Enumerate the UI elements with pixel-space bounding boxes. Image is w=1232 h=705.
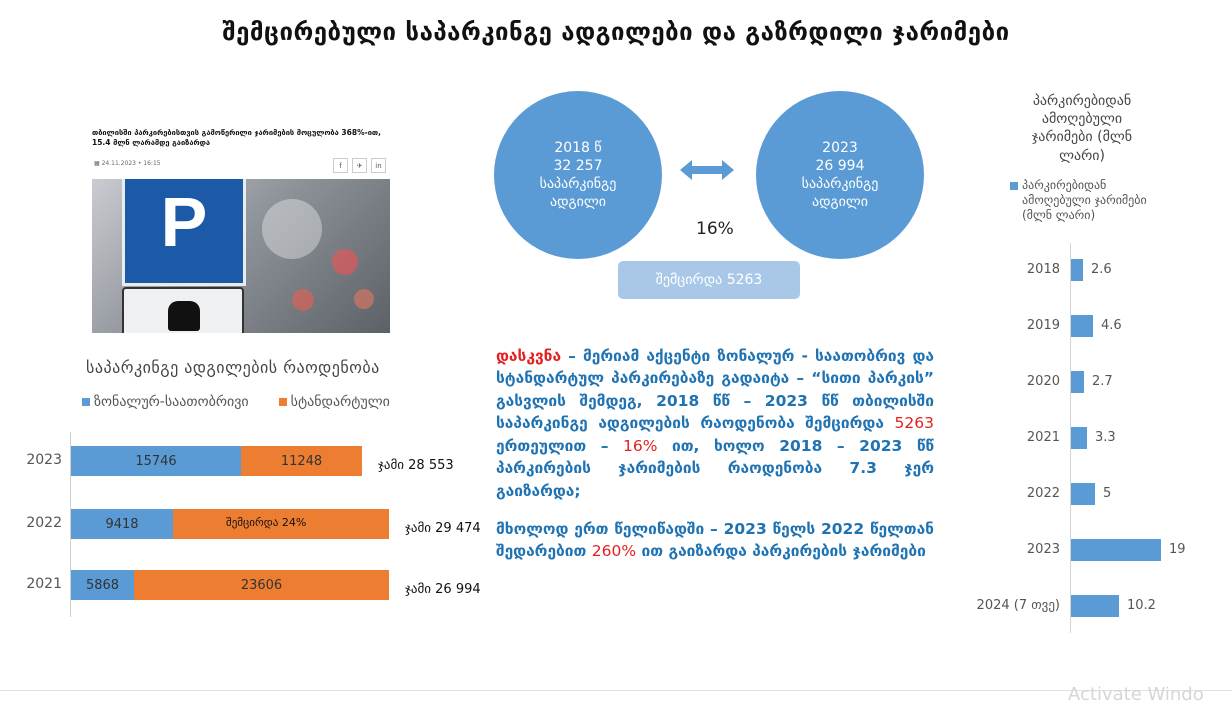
row-label-2021: 2021 <box>26 576 62 592</box>
bar-value-3: 3.3 <box>1095 430 1116 445</box>
bokeh-light <box>262 199 322 259</box>
windows-watermark: Activate Windo <box>1068 684 1204 705</box>
text-run: დასკვნა <box>496 347 562 365</box>
bar-3 <box>1071 427 1087 449</box>
row-label-2022: 2022 <box>26 515 62 531</box>
legend-label: სტანდარტული <box>290 394 390 410</box>
legend-swatch <box>279 398 287 406</box>
bar-segment-2022-zonal: 9418 <box>71 509 173 539</box>
percent-change: 16% <box>696 219 734 239</box>
circle-count: 26 994 <box>815 157 865 174</box>
bokeh-light <box>354 289 374 309</box>
circle-year: 2023 <box>822 139 858 156</box>
total-label-2021: ჯამი 26 994 <box>405 582 481 597</box>
bar-label-3: 2021 <box>1026 430 1060 445</box>
text-run: – მერიამ აქცენტი ზონალურ - საათობრივ და სტანდარტულ პარკირებაზე გადაიტა – “სითი პარკის” გასვლის შემდეგ, 2018 წწ – 2023 წწ თბილისში საპარკინგე ადგილების რაოდენობა შემცირდა <box>496 347 934 433</box>
text-run: ით გაიზარდა პარკირების ჯარიმები <box>636 542 926 561</box>
text-run: 16% <box>623 436 658 455</box>
circle-label: ადგილი <box>811 194 869 211</box>
fines-paragraph <box>496 518 934 563</box>
car-icon <box>168 301 200 331</box>
bar-value-1: 4.6 <box>1101 318 1122 333</box>
share-buttons <box>333 158 386 173</box>
legend-item-zonal <box>82 394 249 410</box>
text-run: 5263 <box>894 414 934 433</box>
calendar-icon: ▦ <box>94 160 100 167</box>
bar-4 <box>1071 483 1095 505</box>
circle-year: 2018 წ <box>554 139 602 156</box>
text-run: ერთეულით – <box>496 436 623 455</box>
facebook-icon[interactable]: f <box>333 158 348 173</box>
row-label-2023: 2023 <box>26 452 62 468</box>
conclusion-paragraph <box>496 345 934 502</box>
bar-segment-2021-zonal: 5868 <box>71 570 134 600</box>
text-run: მხოლოდ ერთ წელიწადში – 2023 წელს 2022 წელთან შედარებით <box>496 520 934 561</box>
text-run: 260% <box>591 542 637 561</box>
news-date <box>94 160 161 167</box>
legend-swatch <box>1010 182 1018 190</box>
bar-label-6: 2024 (7 თვე) <box>976 598 1060 613</box>
bar-6 <box>1071 595 1119 617</box>
bar-label-0: 2018 <box>1026 262 1060 277</box>
news-headline: თბილისში პარკირებისთვის გამოწერილი ჯარიმების მოცულობა 368%-ით, 15.4 მლნ ლარამდე გაიზარდა <box>92 128 381 148</box>
bar-value-6: 10.2 <box>1127 598 1156 613</box>
right-chart-legend <box>1010 178 1170 223</box>
circle-label: საპარკინგე <box>801 176 879 192</box>
left-chart-legend <box>82 394 390 410</box>
bokeh-light <box>292 289 314 311</box>
circle-2023 <box>756 91 924 259</box>
bar-label-4: 2022 <box>1026 486 1060 501</box>
reduced-percent-label: შემცირდა 24% <box>226 516 307 529</box>
legend-swatch <box>82 398 90 406</box>
right-chart-title: პარკირებიდან ამოღებული ჯარიმები (მლნ ლარი) <box>1031 93 1133 164</box>
legend-item-standard <box>279 394 390 410</box>
legend-label: ზონალურ-საათობრივი <box>94 394 249 410</box>
bar-value-2: 2.7 <box>1092 374 1113 389</box>
bar-value-5: 19 <box>1169 542 1186 557</box>
car-sign-icon <box>122 287 244 333</box>
left-chart-title: საპარკინგე ადგილების რაოდენობა <box>86 358 380 377</box>
parking-sign-icon: P <box>122 179 246 286</box>
telegram-icon[interactable]: ✈ <box>352 158 367 173</box>
bar-label-2: 2020 <box>1026 374 1060 389</box>
bar-value-0: 2.6 <box>1091 262 1112 277</box>
total-label-2022: ჯამი 29 474 <box>405 521 481 536</box>
legend-label: პარკირებიდან ამოღებული ჯარიმები (მლნ ლარი) <box>1022 178 1147 222</box>
total-label-2023: ჯამი 28 553 <box>378 458 454 473</box>
bar-value-4: 5 <box>1103 486 1112 501</box>
bar-1 <box>1071 315 1093 337</box>
bar-segment-2023-standard: 11248 <box>241 446 362 476</box>
bar-5 <box>1071 539 1161 561</box>
circle-label: საპარკინგე <box>539 176 617 192</box>
reduced-badge: შემცირდა 5263 <box>618 261 800 299</box>
page-title: შემცირებული საპარკინგე ადგილები და გაზრდილი ჯარიმები <box>222 18 1010 46</box>
bar-segment-2021-standard: 23606 <box>134 570 389 600</box>
footer-divider <box>0 690 1232 691</box>
bokeh-light <box>332 249 358 275</box>
news-date-text: 24.11.2023 • 16:15 <box>101 160 161 167</box>
text-run: ით, ხოლო 2018 – 2023 წწ პარკირების ჯარიმების რაოდენობა 7.3 ჯერ გაიზარდა; <box>496 436 934 500</box>
bar-label-1: 2019 <box>1026 318 1060 333</box>
double-arrow-icon <box>680 158 734 182</box>
bar-2 <box>1071 371 1084 393</box>
parking-sign-photo <box>92 179 390 333</box>
linkedin-icon[interactable]: in <box>371 158 386 173</box>
circle-label: ადგილი <box>549 194 607 211</box>
circle-count: 32 257 <box>553 157 603 174</box>
bar-label-5: 2023 <box>1026 542 1060 557</box>
bar-segment-2023-zonal: 15746 <box>71 446 241 476</box>
bar-0 <box>1071 259 1083 281</box>
circle-2018 <box>494 91 662 259</box>
news-thumbnail <box>88 124 392 336</box>
